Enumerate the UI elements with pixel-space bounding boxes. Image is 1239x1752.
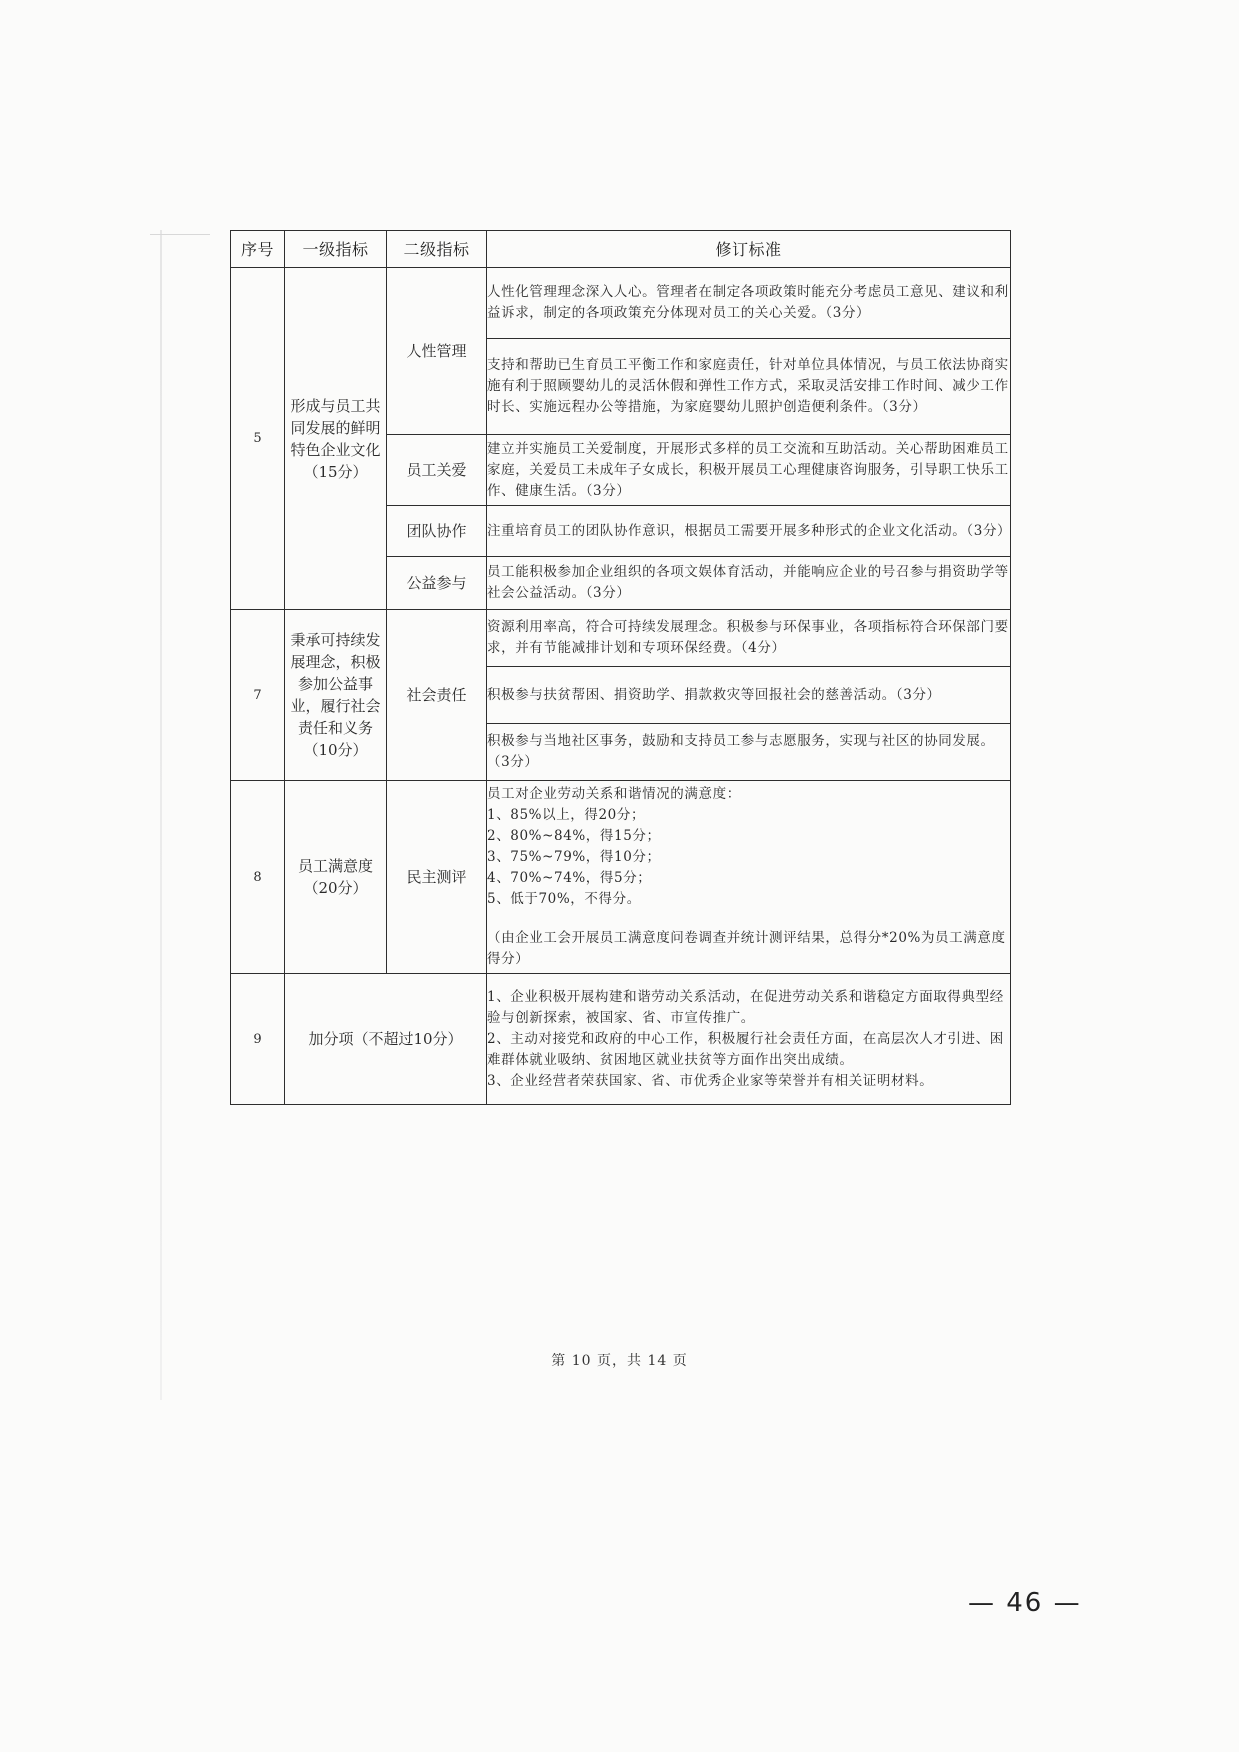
- level2-indicator: 团队协作: [387, 506, 487, 557]
- blank-gap: [487, 910, 1010, 928]
- table-row: [231, 610, 1011, 667]
- level1-indicator: 加分项（不超过10分）: [285, 974, 487, 1105]
- scan-edge: [160, 230, 162, 1400]
- header-standard: 修订标准: [487, 231, 1011, 268]
- scan-edge-top: [150, 234, 210, 235]
- level2-indicator: 人性管理: [387, 268, 487, 435]
- standard-cell: 积极参与当地社区事务，鼓励和支持员工参与志愿服务，实现与社区的协同发展。（3分）: [487, 724, 1011, 781]
- row-number: 5: [231, 268, 285, 610]
- level2-indicator: 公益参与: [387, 557, 487, 610]
- standard-cell: 人性化管理理念深入人心。管理者在制定各项政策时能充分考虑员工意见、建议和利益诉求，制定的各项政策充分体现对员工的关心关爱。（3分）: [487, 268, 1011, 339]
- standard-cell: 建立并实施员工关爱制度，开展形式多样的员工交流和互助活动。关心帮助困难员工家庭，关爱员工未成年子女成长，积极开展员工心理健康咨询服务，引导职工快乐工作、健康生活。（3分）: [487, 435, 1011, 506]
- standard-line: 1、企业积极开展构建和谐劳动关系活动，在促进劳动关系和谐稳定方面取得典型经验与创新探索，被国家、省、市宣传推广。: [487, 988, 1004, 1026]
- level2-indicator: 员工关爱: [387, 435, 487, 506]
- table-row: [231, 781, 1011, 974]
- standard-line: 5、低于70%，不得分。: [487, 891, 641, 907]
- level1-indicator: 形成与员工共同发展的鲜明特色企业文化（15分）: [285, 268, 387, 610]
- standard-cell: 注重培育员工的团队协作意识，根据员工需要开展多种形式的企业文化活动。（3分）: [487, 506, 1011, 557]
- standard-cell: 资源利用率高，符合可持续发展理念。积极参与环保事业，各项指标符合环保部门要求，并有节能减排计划和专项环保经费。（4分）: [487, 610, 1011, 667]
- table-row: [231, 268, 1011, 339]
- standard-note: （由企业工会开展员工满意度问卷调查并统计测评结果，总得分*20%为员工满意度得分）: [487, 930, 1006, 967]
- standard-cell: 员工能积极参加企业组织的各项文娱体育活动，并能响应企业的号召参与捐资助学等社会公益活动。（3分）: [487, 557, 1011, 610]
- row-number: 8: [231, 781, 285, 974]
- level2-indicator: 民主测评: [387, 781, 487, 974]
- row-number: 7: [231, 610, 285, 781]
- level1-indicator: 秉承可持续发展理念，积极参加公益事业，履行社会责任和义务（10分）: [285, 610, 387, 781]
- level1-indicator: 员工满意度（20分）: [285, 781, 387, 974]
- standard-line: 3、企业经营者荣获国家、省、市优秀企业家等荣誉并有相关证明材料。: [487, 1072, 934, 1089]
- standard-line: 1、85%以上，得20分；: [487, 807, 646, 823]
- standard-cell: [487, 974, 1011, 1105]
- standard-line: 2、80%~84%，得15分；: [487, 828, 661, 844]
- evaluation-table: [230, 230, 1011, 1105]
- header-level2: 二级指标: [387, 231, 487, 268]
- standard-line: 员工对企业劳动关系和谐情况的满意度：: [487, 786, 741, 802]
- page-number: — 46 —: [968, 1588, 1082, 1618]
- standard-line: 2、主动对接党和政府的中心工作，积极履行社会责任方面，在高层次人才引进、困难群体就业吸纳、贫困地区就业扶贫等方面作出突出成绩。: [487, 1030, 1004, 1068]
- header-level1: 一级指标: [285, 231, 387, 268]
- row-number: 9: [231, 974, 285, 1105]
- table-row: [231, 974, 1011, 1105]
- header-no: 序号: [231, 231, 285, 268]
- standard-cell: 积极参与扶贫帮困、捐资助学、捐款救灾等回报社会的慈善活动。（3分）: [487, 667, 1011, 724]
- page-info: 第 10 页，共 14 页: [551, 1353, 688, 1369]
- standard-cell: [487, 781, 1011, 974]
- table-header-row: [231, 231, 1011, 268]
- level2-indicator: 社会责任: [387, 610, 487, 781]
- standard-line: 4、70%~74%，得5分；: [487, 870, 652, 886]
- standard-line: 3、75%~79%，得10分；: [487, 849, 661, 865]
- standard-cell: 支持和帮助已生育员工平衡工作和家庭责任，针对单位具体情况，与员工依法协商实施有利于照顾婴幼儿的灵活休假和弹性工作方式，采取灵活安排工作时间、减少工作时长、实施远程办公等措施，为家庭婴幼儿照护创造便利条件。（3分）: [487, 339, 1011, 435]
